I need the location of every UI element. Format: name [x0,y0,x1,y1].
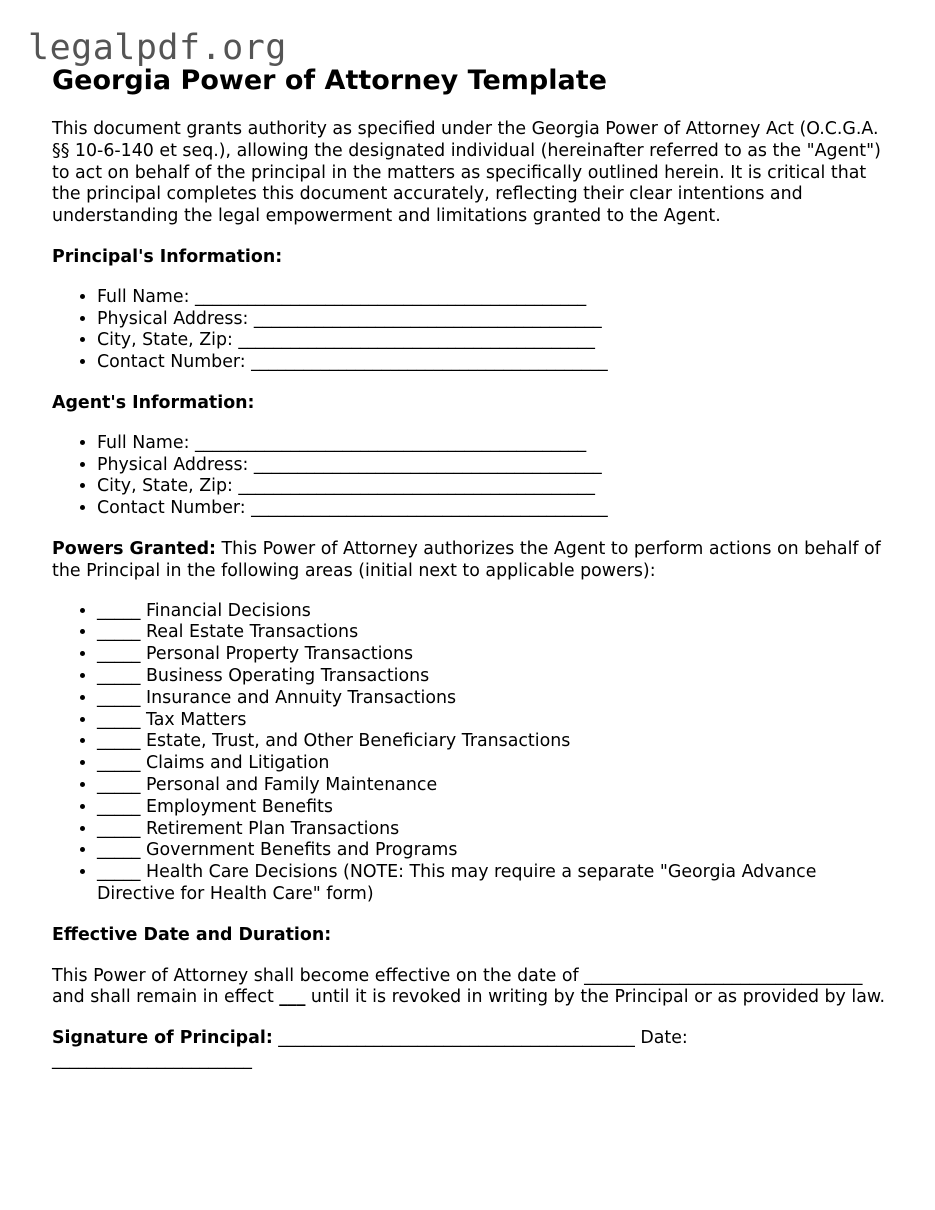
power-item[interactable]: • _____ Estate, Trust, and Other Beneficiary Transactions [97,731,892,753]
power-item[interactable]: • _____ Financial Decisions [97,601,892,623]
agent-address-field[interactable]: • Physical Address: ________________________________________ [97,455,892,477]
agent-fields [52,433,892,520]
powers-label: Powers Granted: [52,538,217,559]
power-item[interactable]: • _____ Claims and Litigation [97,753,892,775]
power-item[interactable]: • _____ Retirement Plan Transactions [97,819,892,841]
power-item[interactable]: • _____ Insurance and Annuity Transactions [97,688,892,710]
power-item[interactable]: • _____ Real Estate Transactions [97,622,892,644]
intro-paragraph: This document grants authority as specified under the Georgia Power of Attorney Act (O.C.G.A. §§ 10-6-140 et seq.), allowing the designated individual (hereinafter referred to as the "Agent") to act on behalf of the principal in the matters as specifically outlined herein. It is critical that the principal completes this document accurately, reflecting their clear intentions and understanding the legal empowerment and limitations granted to the Agent. [52,119,881,227]
signature-date-fields[interactable]: _________________________________________ Date: _______________________ [52,1028,688,1070]
effective-text-2: until it is revoked in writing by the Principal or as provided by law. [305,987,886,1008]
agent-city-state-zip-field[interactable]: • City, State, Zip: _________________________________________ [97,476,892,498]
agent-contact-number-field[interactable]: • Contact Number: _________________________________________ [97,498,892,520]
effective-heading: Effective Date and Duration: [52,924,332,945]
page-title: Georgia Power of Attorney Template [52,65,607,96]
agent-heading: Agent's Information: [52,392,255,413]
effective-text-1: This Power of Attorney shall become effective on the date of ________________________________ and shall remain in effect [52,965,863,1008]
power-item[interactable]: • _____ Personal and Family Maintenance [97,775,892,797]
document-page [52,64,892,1072]
power-item[interactable]: • _____ Employment Benefits [97,797,892,819]
principal-fields [52,287,892,374]
signature-label: Signature of Principal: [52,1028,273,1049]
power-item[interactable]: • _____ Government Benefits and Programs [97,840,892,862]
agent-full-name-field[interactable]: • Full Name: _____________________________________________ [97,433,892,455]
principal-contact-number-field[interactable]: • Contact Number: _________________________________________ [97,352,892,374]
power-item[interactable]: • _____ Tax Matters [97,710,892,732]
powers-text: This Power of Attorney authorizes the Agent to perform actions on behalf of the Principal in the following areas (initial next to applicable powers): [52,538,881,581]
effective-paragraph [52,966,892,1010]
powers-paragraph [52,539,892,583]
power-item[interactable]: • _____ Business Operating Transactions [97,666,892,688]
principal-heading: Principal's Information: [52,246,283,267]
signature-line [52,1028,892,1072]
principal-full-name-field[interactable]: • Full Name: _____________________________________________ [97,287,892,309]
powers-list [52,601,892,906]
watermark: legalpdf.org [28,28,287,68]
principal-address-field[interactable]: • Physical Address: ________________________________________ [97,309,892,331]
power-item[interactable]: • _____ Health Care Decisions (NOTE: This may require a separate "Georgia Advance Directive for Health Care" form) [97,862,892,906]
duration-blank[interactable]: ___ [279,987,306,1008]
power-item[interactable]: • _____ Personal Property Transactions [97,644,892,666]
principal-city-state-zip-field[interactable]: • City, State, Zip: _________________________________________ [97,330,892,352]
